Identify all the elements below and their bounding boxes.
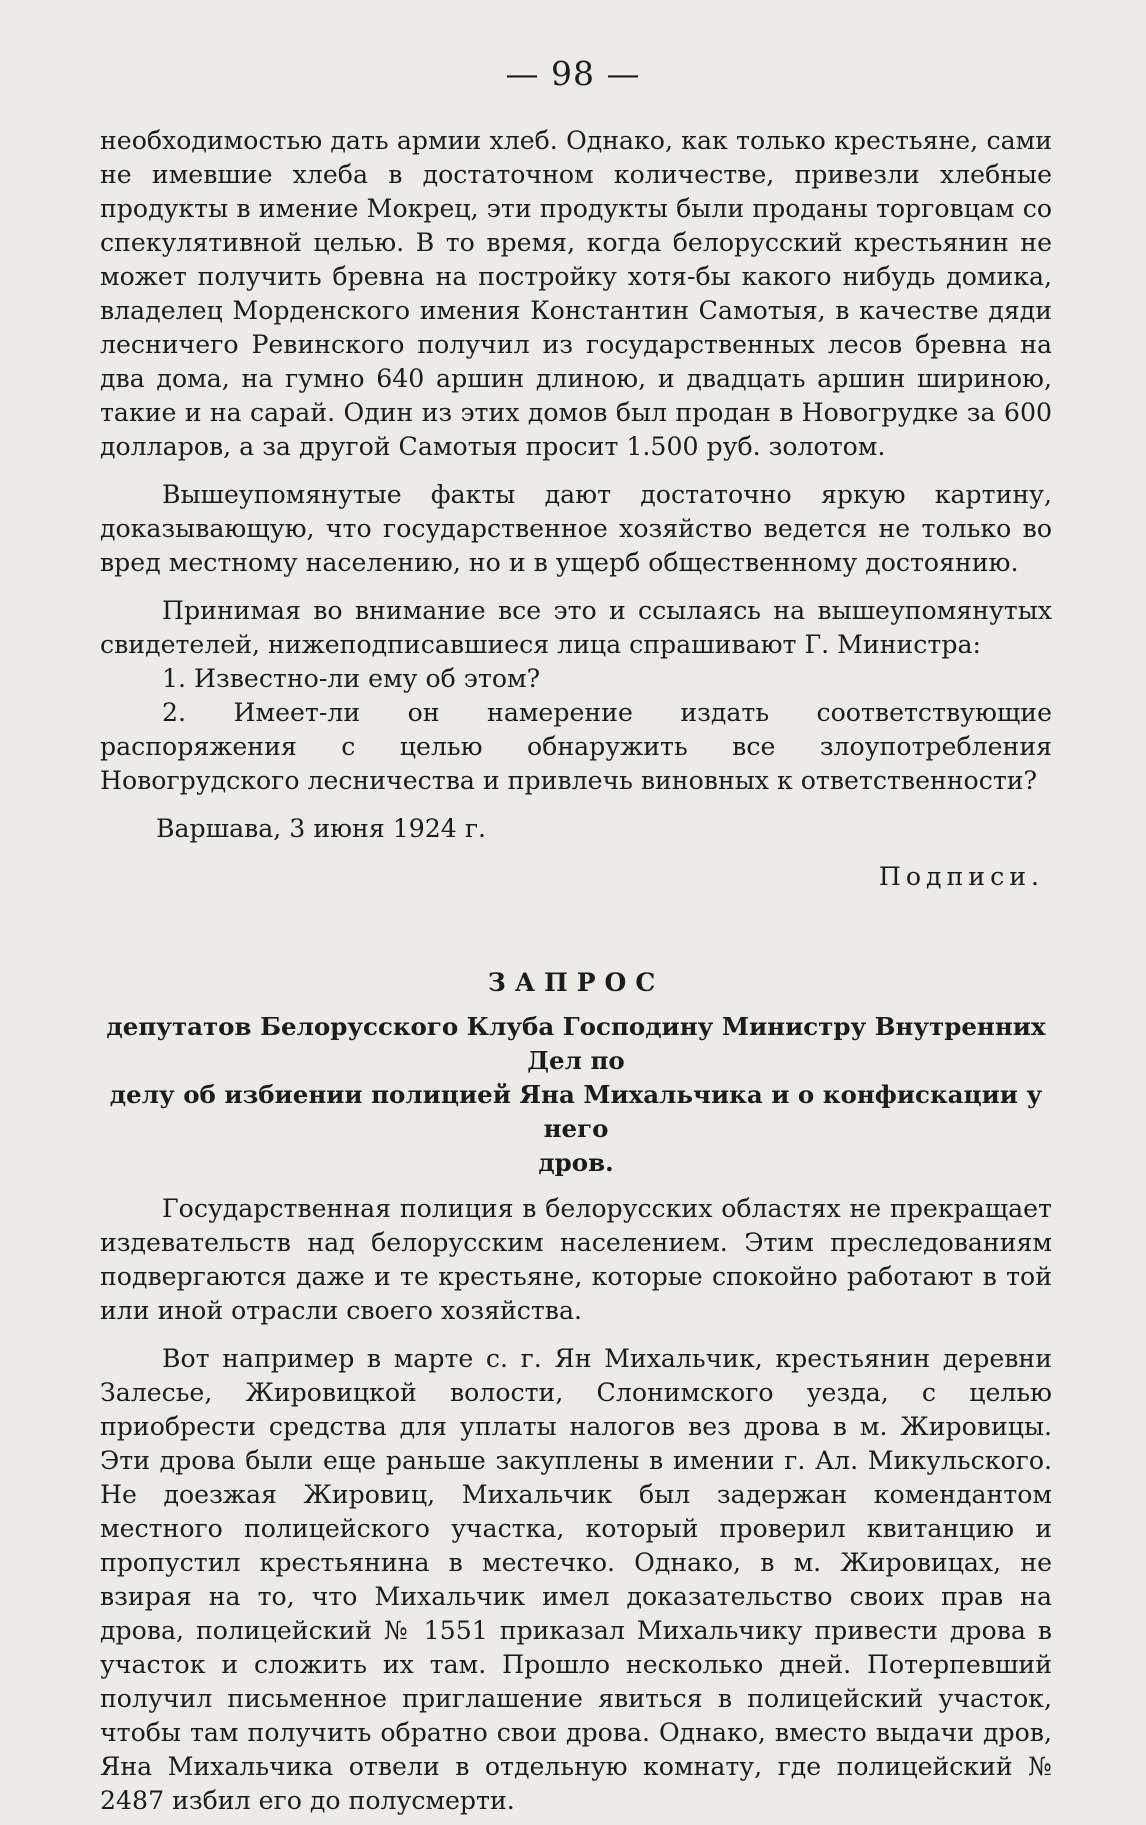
page-number: — 98 — bbox=[505, 54, 641, 93]
question-item: 1. Известно-ли ему об этом? bbox=[162, 664, 541, 693]
paragraph: Вот например в марте с. г. Ян Михальчик, крестьянин деревни Залесье, Жировицкой волости, Слонимского уезда, с целью приобрести средства для уплаты налогов вез дрова в м. Жировицы. Эти дрова были еще раньше закуплены в имении г. Ал. Микульского. Не доезжая Жировиц, Михальчик был задержан комендантом местного полицейского участка, который проверил квитанцию и пропустил крестьянина в местечко. Однако, в м. Жировицах, не взирая на то, что Михальчик имел доказательство своих прав на дрова, полицейский № 1551 приказал Михальчику привести дрова в участок и сложить их там. Прошло несколько дней. Потерпевший получил письменное приглашение явиться в полицейский участок, чтобы там получить обратно свои дрова. Однако, вместо выдачи дров, Яна Михальчика отвели в отдельную комнату, где полицейский № 2487 избил его до полусмерти. bbox=[100, 1344, 1052, 1815]
paragraph: Государственная полиция в белорусских областях не прекращает издевательств над белорусским населением. Этим преследованиям подвергаются даже и те крестьяне, которые спокойно работают в той или иной отрасли своего хозяйства. bbox=[100, 1194, 1052, 1325]
section-subheading bbox=[100, 1010, 1052, 1180]
paragraph: необходимостью дать армии хлеб. Однако, как только крестьяне, сами не имевшие хлеба в достаточном количестве, привезли хлебные продукты в имение Мокрец, эти продукты были проданы торговцам со спекулятивной целью. В то время, когда белорусский крестьянин не может получить бревна на постройку хотя-бы какого нибудь домика, владелец Морденского имения Константин Самотыя, в качестве дяди лесничего Ревинского получил из государственных лесов бревна на два дома, на гумно 640 аршин длиною, и двадцать аршин шириною, такие и на сарай. Один из этих домов был продан в Новогрудке за 600 долларов, а за другой Самотыя просит 1.500 руб. золотом. bbox=[100, 126, 1052, 461]
subheading-line: депутатов Белорусского Клуба Господину Министру Внутренних Дел по bbox=[106, 1012, 1046, 1075]
paragraph: Вышеупомянутые факты дают достаточно яркую картину, доказывающую, что государственное хозяйство ведется не только во вред местному населению, но и в ущерб общественному достоянию. bbox=[100, 480, 1052, 577]
signatures: Подписи. bbox=[878, 862, 1044, 891]
date-line: Варшава, 3 июня 1924 г. bbox=[156, 814, 487, 843]
page-body bbox=[100, 124, 1052, 1818]
section-heading: ЗАПРОС bbox=[487, 968, 665, 997]
subheading-line: дров. bbox=[538, 1148, 614, 1177]
paragraph: Принимая во внимание все это и ссылаясь на вышеупомянутых свидетелей, нижеподписавшиеся лица спрашивают Г. Министра: bbox=[100, 596, 1052, 659]
subheading-line: делу об избиении полицией Яна Михальчика и о конфискации у него bbox=[109, 1080, 1043, 1143]
question-item: 2. Имеет-ли он намерение издать соответствующие распоряжения с целью обнаружить все злоупотребления Новогрудского лесничества и привлечь виновных к ответственности? bbox=[100, 698, 1052, 795]
